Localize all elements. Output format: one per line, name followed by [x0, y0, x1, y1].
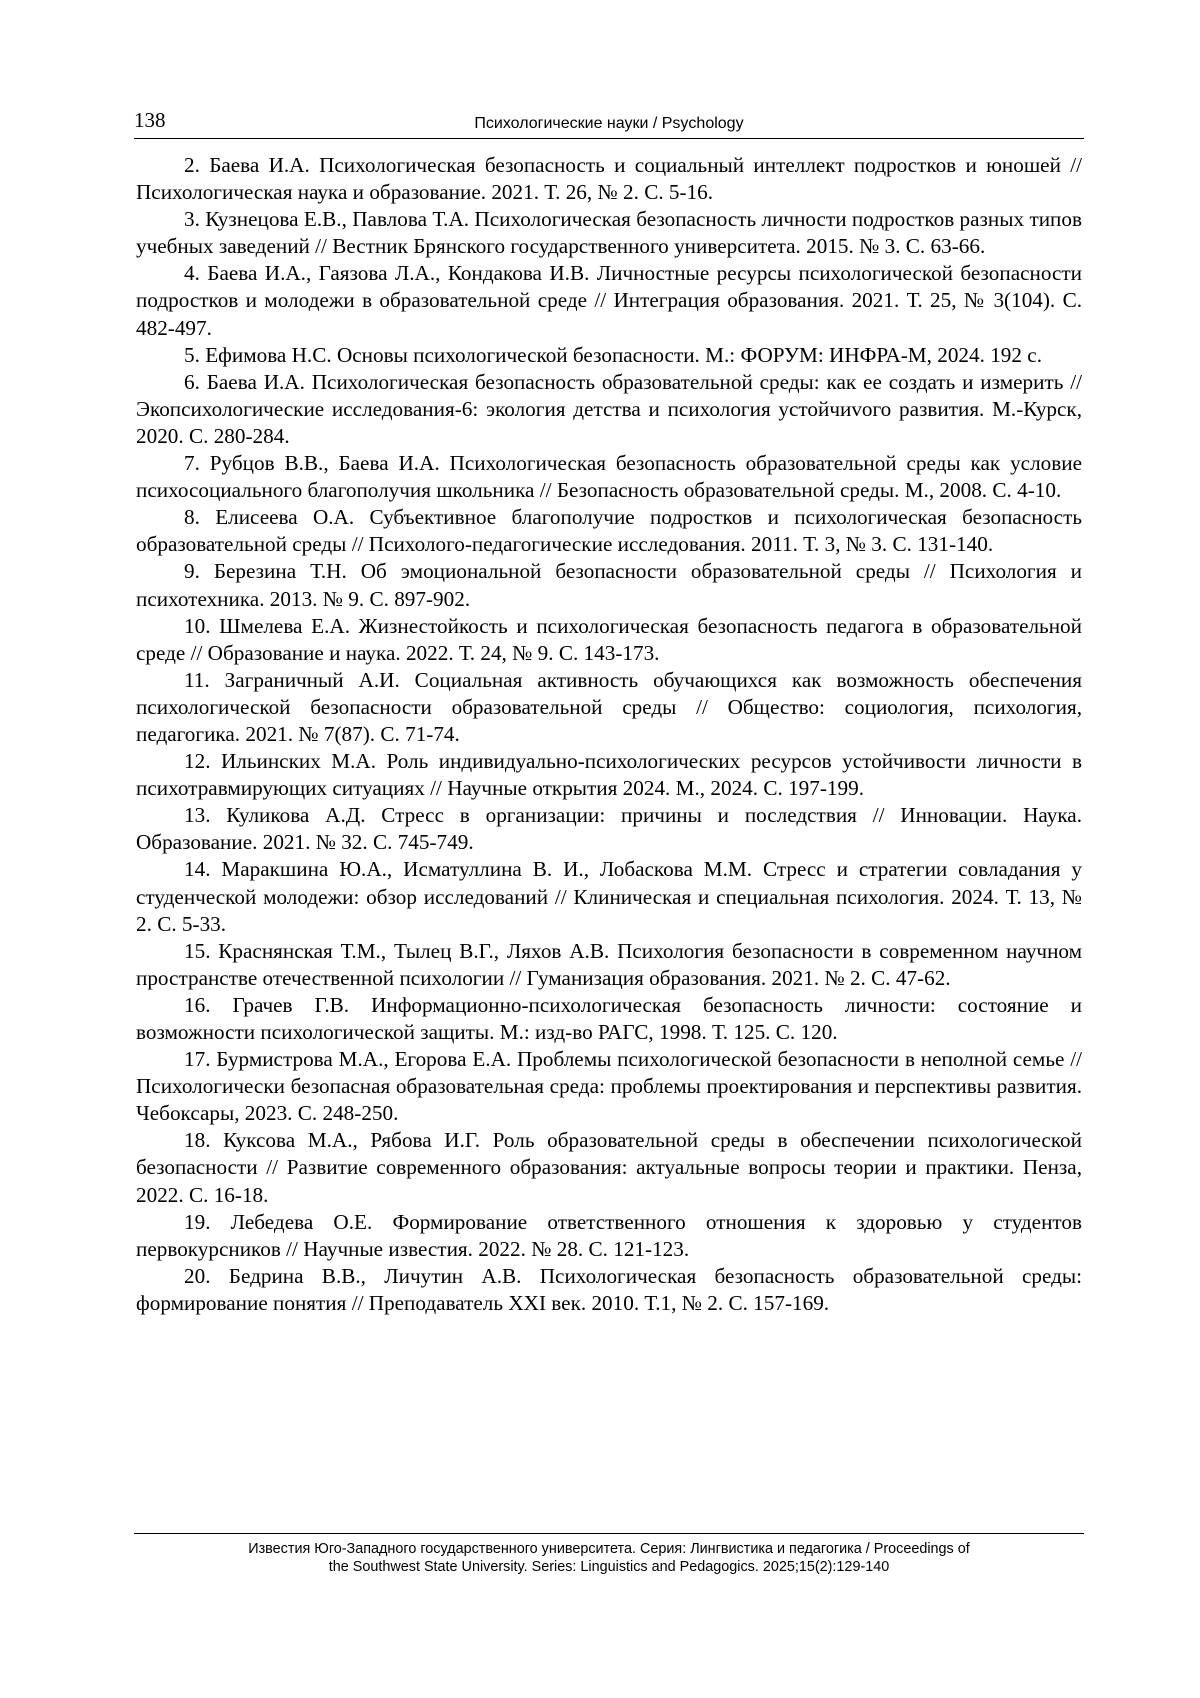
- reference-item: 15. Краснянская Т.М., Тылец В.Г., Ляхов А.В. Психология безопасности в современном научном пространстве отечественной психологии // Гуманизация образования. 2021. № 2. С. 47-62.: [136, 938, 1082, 990]
- reference-item: 10. Шмелева Е.А. Жизнестойкость и психологическая безопасность педагога в образовательной среде // Образование и наука. 2022. Т. 24, № 9. С. 143-173.: [136, 613, 1082, 665]
- reference-item: 2. Баева И.А. Психологическая безопасность и социальный интеллект подростков и юношей // Психологическая наука и образование. 2021. Т. 26, № 2. С. 5-16.: [136, 153, 1082, 205]
- footer-line: Известия Юго-Западного государственного университета. Серия: Лингвистика и педагогика / Proceedings of: [248, 1541, 970, 1557]
- page-number: 138: [134, 108, 166, 132]
- reference-item: 19. Лебедева О.Е. Формирование ответственного отношения к здоровью у студентов первокурсников // Научные известия. 2022. № 28. С. 121-123.: [136, 1209, 1082, 1261]
- page-header: [134, 108, 1084, 139]
- reference-item: 14. Маракшина Ю.А., Исматуллина В. И., Лобаскова М.М. Стресс и стратегии совладания у студенческой молодежи: обзор исследований // Клиническая и специальная психология. 2024. Т. 13, № 2. С. 5-33.: [136, 857, 1082, 936]
- reference-item: 12. Ильинских М.А. Роль индивидуально-психологических ресурсов устойчивости личности в психотравмирующих ситуациях // Научные открытия 2024. М., 2024. С. 197-199.: [136, 749, 1082, 801]
- reference-item: 9. Березина Т.Н. Об эмоциональной безопасности образовательной среды // Психология и психотехника. 2013. № 9. С. 897-902.: [136, 559, 1082, 611]
- footer-line: the Southwest State University. Series: Linguistics and Pedagogics. 2025;15(2):129-140: [328, 1559, 890, 1575]
- reference-item: 3. Кузнецова Е.В., Павлова Т.А. Психологическая безопасность личности подростков разных типов учебных заведений // Вестник Брянского государственного университета. 2015. № 3. С. 63-66.: [136, 207, 1082, 259]
- reference-item: 20. Бедрина В.В., Личутин А.В. Психологическая безопасность образовательной среды: формирование понятия // Преподаватель XXI век. 2010. Т.1, № 2. С. 157-169.: [136, 1263, 1082, 1315]
- running-head: Психологические науки / Psychology: [474, 115, 744, 132]
- journal-footer: [134, 1533, 1084, 1576]
- reference-item: 4. Баева И.А., Гаязова Л.А., Кондакова И.В. Личностные ресурсы психологической безопасности подростков и молодежи в образовательной среде // Интеграция образования. 2021. Т. 25, № 3(104). С. 482-497.: [136, 261, 1082, 340]
- reference-list: [136, 152, 1082, 1317]
- reference-item: 5. Ефимова Н.С. Основы психологической безопасности. М.: ФОРУМ: ИНФРА-М, 2024. 192 с.: [184, 342, 1042, 367]
- reference-item: 13. Куликова А.Д. Стресс в организации: причины и последствия // Инновации. Наука. Образование. 2021. № 32. С. 745-749.: [136, 803, 1082, 855]
- reference-item: 7. Рубцов В.В., Баева И.А. Психологическая безопасность образовательной среды как условие психосоциального благополучия школьника // Безопасность образовательной среды. М., 2008. С. 4-10.: [136, 451, 1082, 503]
- reference-item: 17. Бурмистрова М.А., Егорова Е.А. Проблемы психологической безопасности в неполной семье // Психологически безопасная образовательная среда: проблемы проектирования и перспективы развития. Чебоксары, 2023. С. 248-250.: [136, 1047, 1082, 1126]
- reference-item: 8. Елисеева О.А. Субъективное благополучие подростков и психологическая безопасность образовательной среды // Психолого-педагогические исследования. 2011. Т. 3, № 3. С. 131-140.: [136, 505, 1082, 557]
- reference-item: 18. Куксова М.А., Рябова И.Г. Роль образовательной среды в обеспечении психологической безопасности // Развитие современного образования: актуальные вопросы теории и практики. Пенза, 2022. С. 16-18.: [136, 1128, 1082, 1207]
- reference-item: 11. Заграничный А.И. Социальная активность обучающихся как возможность обеспечения психологической безопасности образовательной среды // Общество: социология, психология, педагогика. 2021. № 7(87). С. 71-74.: [136, 667, 1082, 746]
- reference-item: 16. Грачев Г.В. Информационно-психологическая безопасность личности: состояние и возможности психологической защиты. М.: изд-во РАГС, 1998. Т. 125. С. 120.: [136, 992, 1082, 1044]
- reference-item: 6. Баева И.А. Психологическая безопасность образовательной среды: как ее создать и измерить // Экопсихологические исследования-6: экология детства и психология устойчиvого развития. М.-Курск, 2020. С. 280-284.: [136, 369, 1082, 448]
